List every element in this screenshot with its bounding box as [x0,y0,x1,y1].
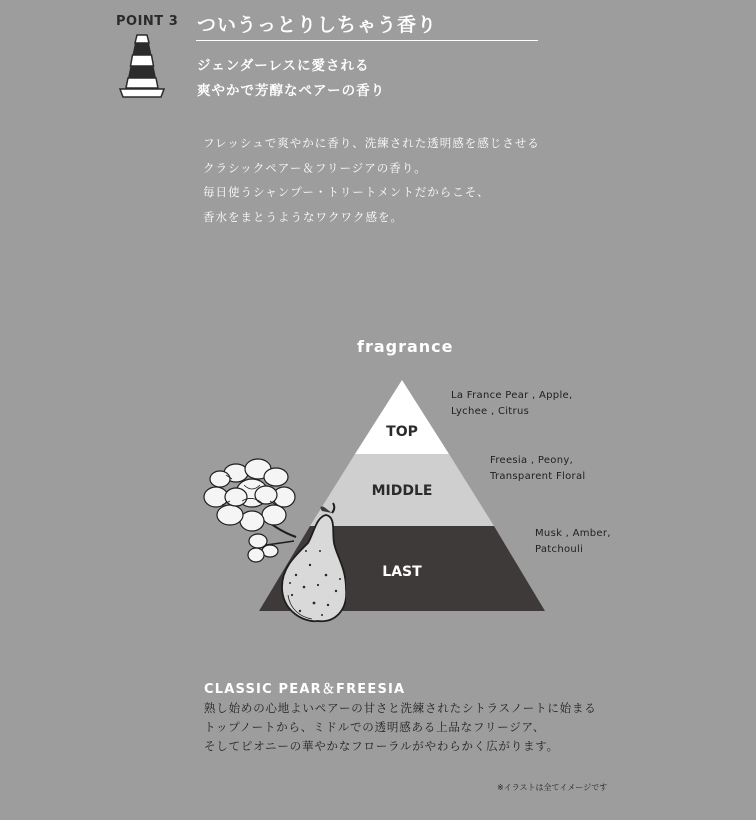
classic-description [204,699,597,756]
traffic-cone-icon [118,33,166,101]
classic-line: そしてピオニーの華やかなフローラルがやわらかく広がります。 [204,739,559,753]
last-notes-line: Musk , Amber, [535,528,611,539]
fragrance-heading: fragrance [357,337,454,356]
tier-label-middle: MIDDLE [371,483,433,499]
classic-line: トップノートから、ミドルでの透明感ある上品なフリージア、 [204,720,546,734]
middle-notes [490,453,585,484]
tier-label-last: LAST [382,564,422,580]
pyramid-tier-top [355,380,449,454]
description-line: 香水をまとうようなワクワク感を。 [203,209,403,224]
subtitle-line-2: 爽やかで芳醇なペアーの香り [197,83,386,99]
title-divider [196,40,538,41]
top-notes-line: La France Pear , Apple, [451,390,573,401]
top-notes-line: Lychee , Citrus [451,405,530,417]
description [203,131,540,229]
description-line: クラシックペアー＆フリージアの香り。 [203,160,427,175]
point-label: POINT 3 [116,14,179,29]
last-notes-line: Patchouli [535,543,584,555]
top-notes [451,388,572,419]
description-line: 毎日使うシャンプー・トリートメントだからこそ、 [203,185,490,199]
classic-title: CLASSIC PEAR＆FREESIA [204,682,406,697]
illustration-footnote: ※イラストは全てイメージです [497,783,608,792]
middle-notes-line: Transparent Floral [490,470,586,482]
last-notes [535,526,611,557]
tier-label-top: TOP [386,424,418,440]
description-line: フレッシュで爽やかに香り、洗練された透明感を感じさせる [203,136,540,150]
classic-line: 熟し始めの心地よいペアーの甘さと洗練されたシトラスノートに始まる [204,701,597,715]
page-title: ついうっとりしちゃう香り [197,14,438,36]
subtitle-line-1: ジェンダーレスに愛される [197,58,370,74]
middle-notes-line: Freesia , Peony, [490,455,574,466]
pear-and-freesia-illustration [196,455,346,625]
